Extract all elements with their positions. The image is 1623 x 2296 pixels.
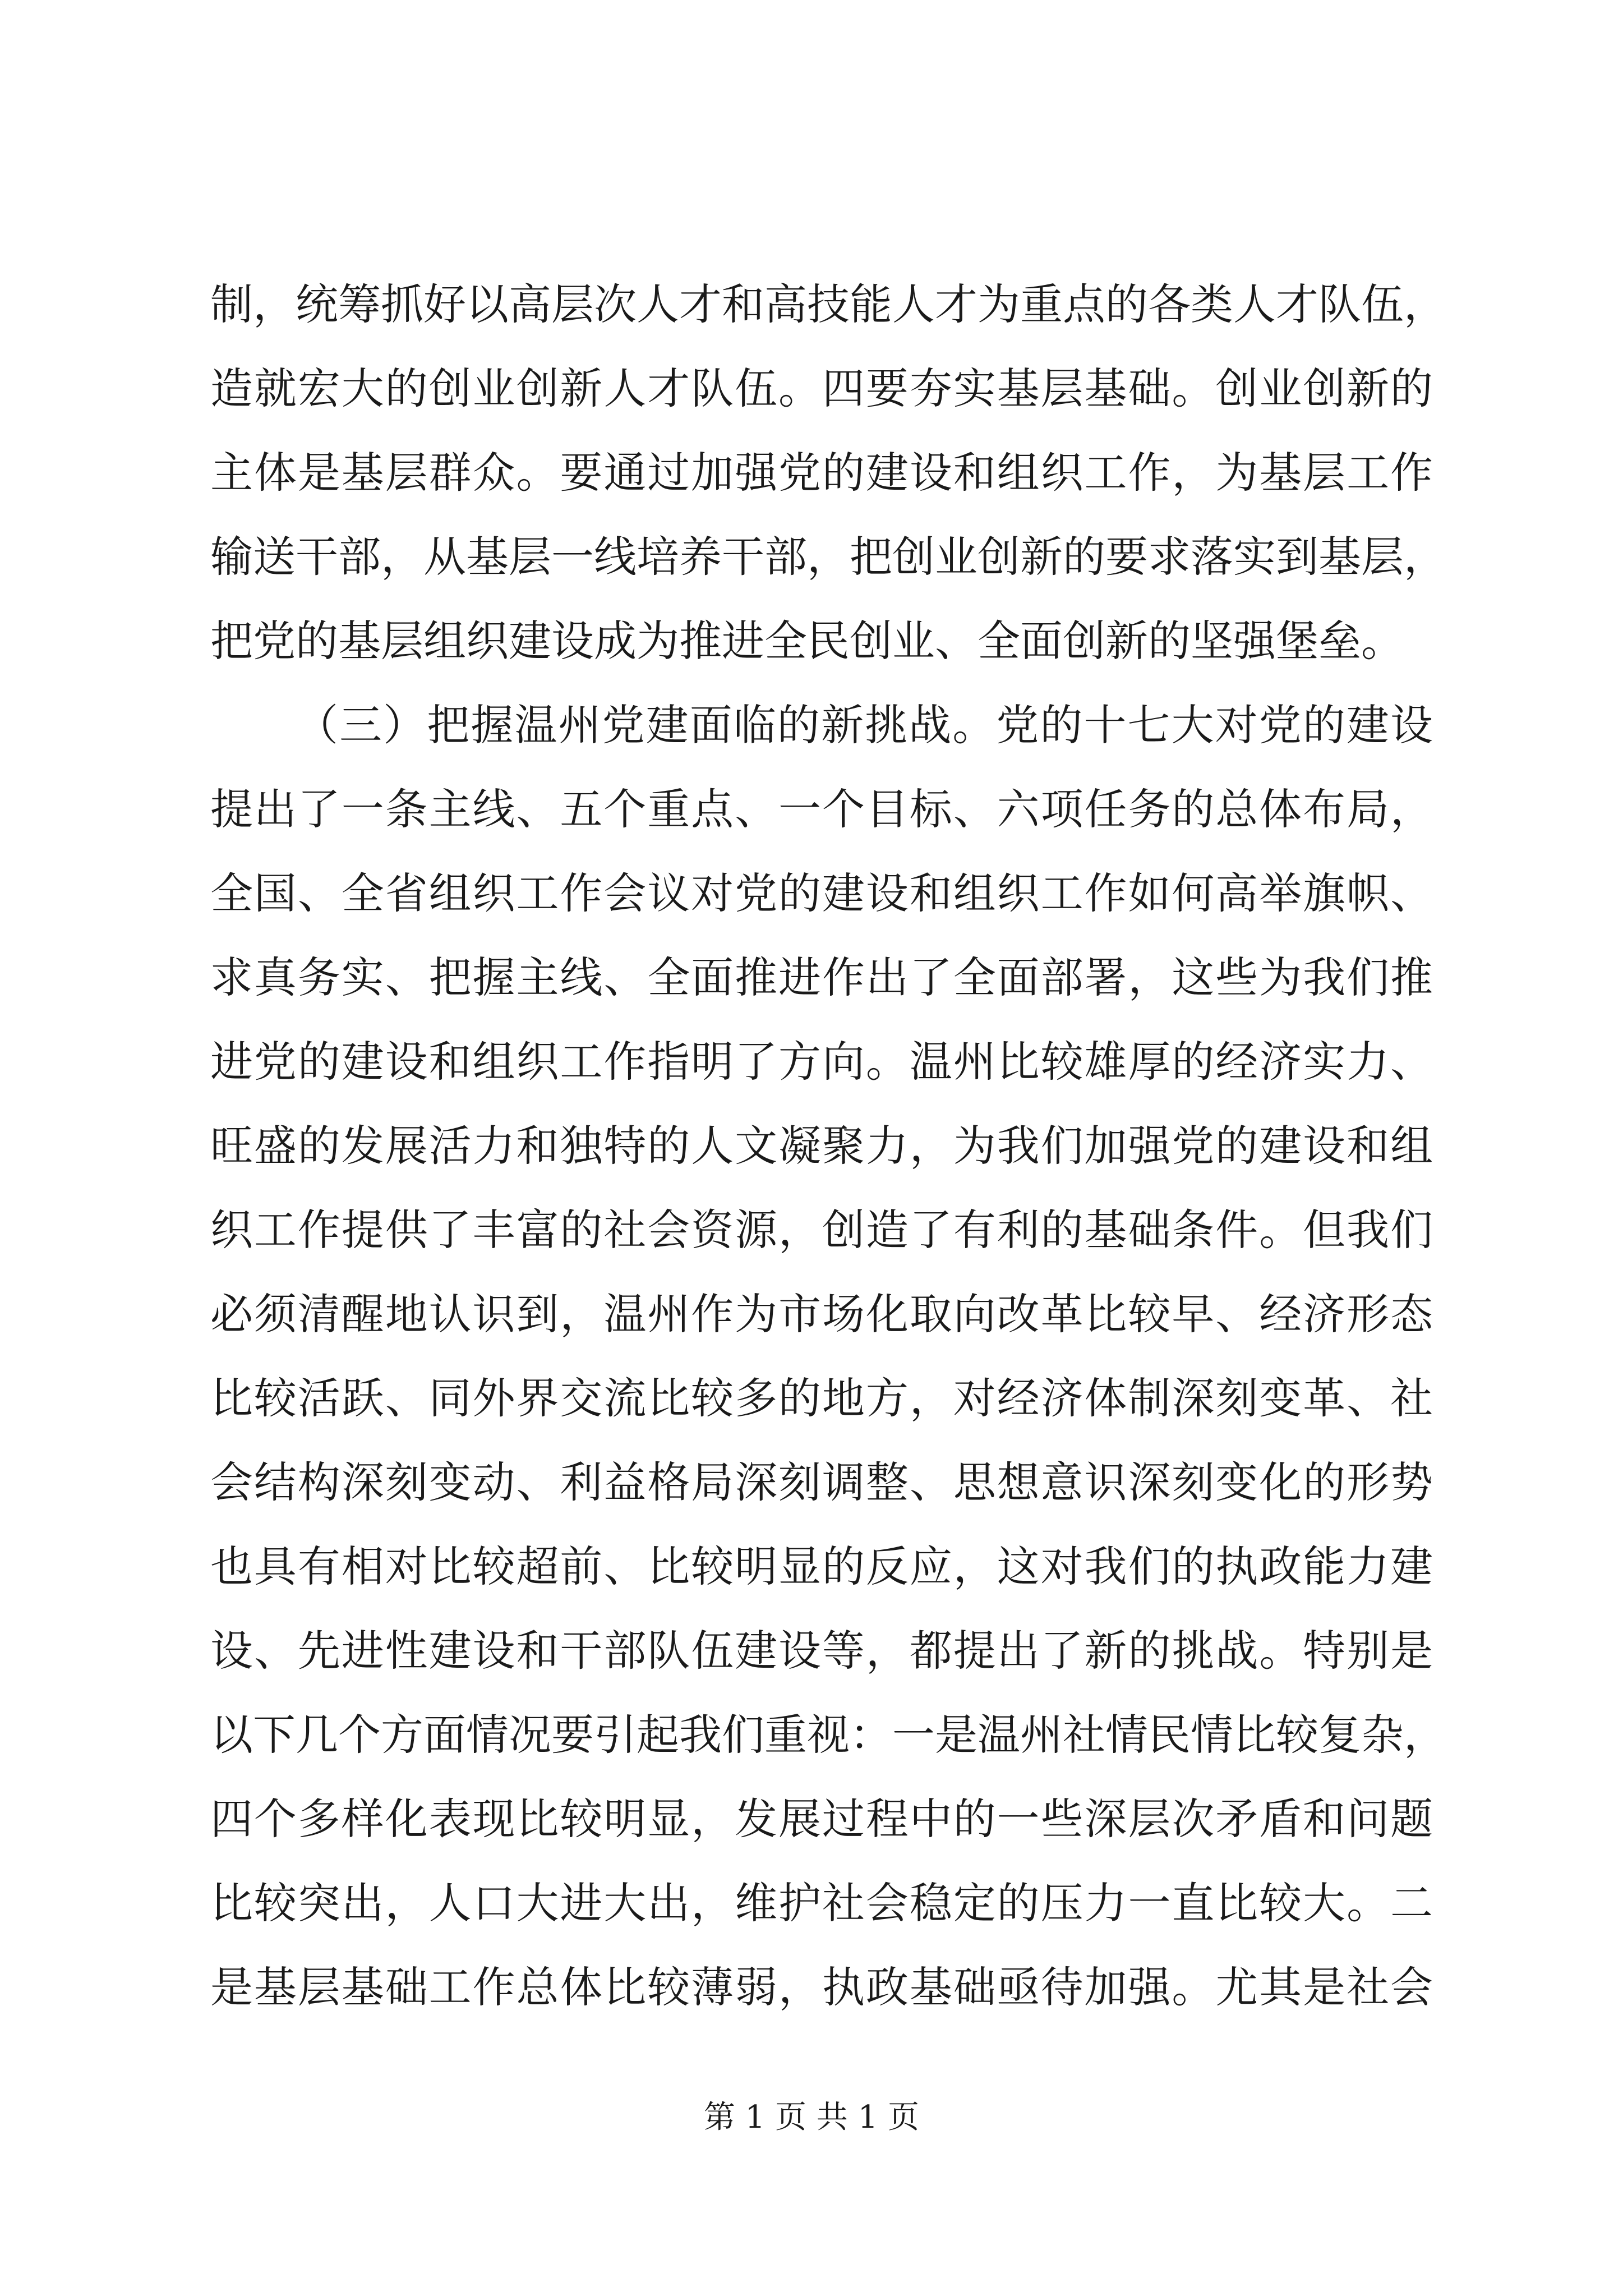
text-line: 制，统筹抓好以高层次人才和高技能人才为重点的各类人才队伍， — [210, 279, 1446, 329]
page-number-label: 第 1 页 共 1 页 — [703, 2099, 920, 2136]
text-line: 输送干部，从基层一线培养干部，把创业创新的要求落实到基层， — [210, 532, 1446, 582]
text-line: 是基层基础工作总体比较薄弱，执政基础亟待加强。尤其是社会 — [210, 1962, 1433, 2012]
text-line: 全国、全省组织工作会议对党的建设和组织工作如何高举旗帜、 — [210, 868, 1433, 918]
text-line: 把党的基层组织建设成为推进全民创业、全面创新的坚强堡垒。 — [210, 616, 1404, 666]
text-line: 主体是基层群众。要通过加强党的建设和组织工作，为基层工作 — [210, 448, 1433, 498]
text-line: 旺盛的发展活力和独特的人文凝聚力，为我们加强党的建设和组 — [210, 1121, 1433, 1171]
text-line: 设、先进性建设和干部队伍建设等，都提出了新的挑战。特别是 — [210, 1626, 1433, 1676]
text-line: 会结构深刻变动、利益格局深刻调整、思想意识深刻变化的形势 — [210, 1457, 1433, 1507]
text-line: 必须清醒地认识到，温州作为市场化取向改革比较早、经济形态 — [210, 1289, 1433, 1339]
text-line: 比较突出，人口大进大出，维护社会稳定的压力一直比较大。二 — [210, 1878, 1433, 1928]
text-line: 比较活跃、同外界交流比较多的地方，对经济体制深刻变革、社 — [210, 1373, 1433, 1423]
text-line: 也具有相对比较超前、比较明显的反应，这对我们的执政能力建 — [210, 1542, 1433, 1591]
text-line-indented: （三）把握温州党建面临的新挑战。党的十七大对党的建设 — [296, 700, 1433, 750]
text-line: 提出了一条主线、五个重点、一个目标、六项任务的总体布局， — [210, 784, 1433, 834]
document-body — [210, 263, 1446, 2030]
page-footer — [0, 2095, 1623, 2140]
text-line: 求真务实、把握主线、全面推进作出了全面部署，这些为我们推 — [210, 953, 1433, 1002]
text-line: 以下几个方面情况要引起我们重视：一是温州社情民情比较复杂， — [210, 1710, 1446, 1760]
text-line: 织工作提供了丰富的社会资源，创造了有利的基础条件。但我们 — [210, 1205, 1433, 1255]
text-line: 四个多样化表现比较明显，发展过程中的一些深层次矛盾和问题 — [210, 1794, 1433, 1844]
text-line: 造就宏大的创业创新人才队伍。四要夯实基层基础。创业创新的 — [210, 364, 1433, 413]
text-line: 进党的建设和组织工作指明了方向。温州比较雄厚的经济实力、 — [210, 1037, 1433, 1087]
